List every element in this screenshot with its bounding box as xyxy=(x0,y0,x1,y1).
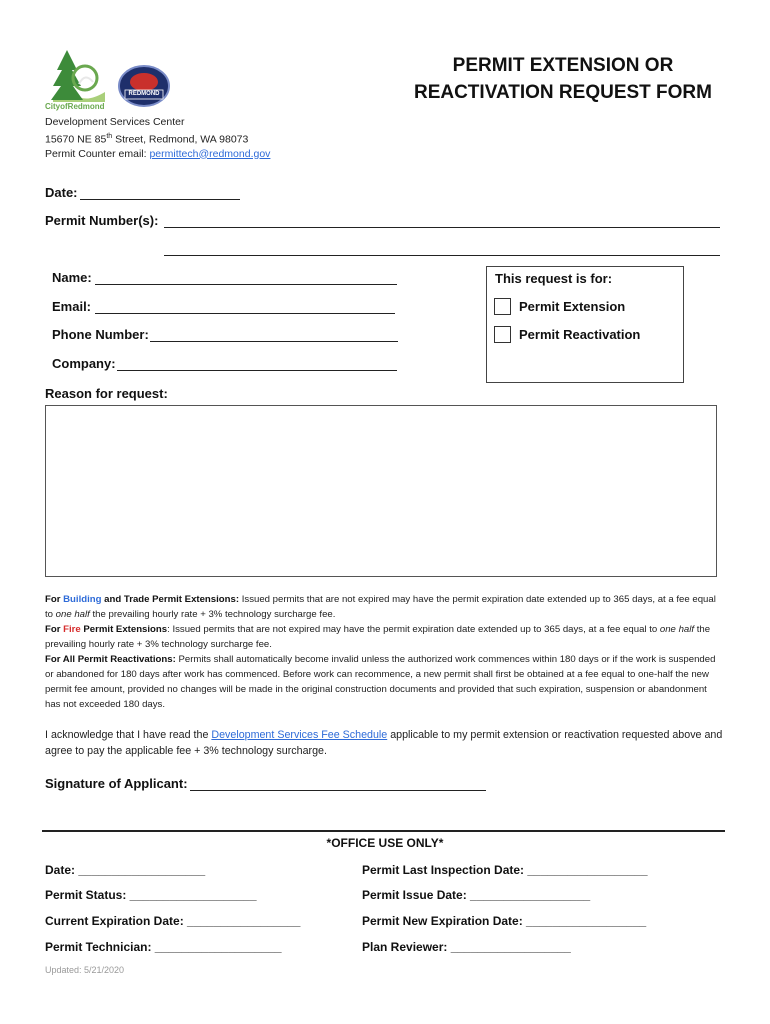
email-field[interactable] xyxy=(95,313,395,314)
request-type-panel xyxy=(486,266,684,383)
office-issue-date: Permit Issue Date: __________________ xyxy=(362,888,591,902)
office-new-expiration: Permit New Expiration Date: __________________ xyxy=(362,914,647,928)
office-permit-status: Permit Status: ___________________ xyxy=(45,888,257,902)
office-use-title: *OFFICE USE ONLY* xyxy=(326,836,444,850)
address-line-1: Development Services Center xyxy=(45,116,185,128)
acknowledgement: I acknowledge that I have read the Development Services Fee Schedule applicable to my permit extension or reactivation requested above and agree to pay the applicable fee + 3% technology surcharge. xyxy=(45,729,723,757)
office-last-inspection: Permit Last Inspection Date: __________________ xyxy=(362,863,648,877)
permit-reactivation-checkbox[interactable] xyxy=(494,326,511,343)
form-title xyxy=(414,52,712,106)
company-field[interactable] xyxy=(117,370,397,371)
logo-city-text: CityofRedmond xyxy=(45,102,105,111)
city-of-redmond-logo xyxy=(45,44,115,114)
permit-counter-email: Permit Counter email: permittech@redmond.gov xyxy=(45,147,271,160)
signature-field[interactable] xyxy=(190,790,486,791)
fire-note: For Fire Permit Extensions: Issued permits that are not expired may have the permit expiration date extended up to 365 days, at a fee equal to one half the prevailing hourly rate + 3% technology surcharge fee. xyxy=(45,624,711,650)
permit-extension-checkbox[interactable] xyxy=(494,298,511,315)
updated-date: Updated: 5/21/2020 xyxy=(45,965,125,975)
signature-label: Signature of Applicant: xyxy=(45,776,188,791)
title-line-1: PERMIT EXTENSION OR xyxy=(452,55,674,76)
address-line-2: 15670 NE 85th Street, Redmond, WA 98073 xyxy=(45,132,249,145)
permit-numbers-label: Permit Number(s): xyxy=(45,213,159,228)
phone-field[interactable] xyxy=(150,341,398,342)
permit-extension-label: Permit Extension xyxy=(519,299,626,314)
reason-label: Reason for request: xyxy=(45,386,168,401)
permit-numbers-field-2[interactable] xyxy=(164,255,720,256)
name-label: Name: xyxy=(52,270,92,285)
name-field[interactable] xyxy=(95,284,397,285)
reactivation-note: For All Permit Reactivations: Permits shall automatically become invalid unless the authorized work commences within 180 days or if the work is suspended or abandoned for 180 days after work has commenced. Before work can recommence, a new permit shall first be obtained at a fee equal to one-half the new permit fee amount, provided no changes will be made in the original construction documents and provided that such expiration, suspension or abandonment has not exceeded 180 days. xyxy=(45,654,716,710)
permit-numbers-field-1[interactable] xyxy=(164,227,720,228)
fire-department-badge-logo xyxy=(117,64,171,108)
title-line-2: REACTIVATION REQUEST FORM xyxy=(413,82,712,103)
office-current-expiration: Current Expiration Date: _________________ xyxy=(45,914,301,928)
date-field[interactable] xyxy=(80,199,240,200)
permit-email-link[interactable]: permittech@redmond.gov xyxy=(149,147,271,160)
date-label: Date: xyxy=(45,185,78,200)
email-label: Email: xyxy=(52,299,92,314)
office-date: Date: ___________________ xyxy=(45,863,206,877)
fee-schedule-link[interactable]: Development Services Fee Schedule xyxy=(211,729,388,741)
fee-notes xyxy=(45,592,723,712)
building-note: For Building and Trade Permit Extensions: Issued permits that are not expired may have the permit expiration date extended up to 365 days, at a fee equal to one half the prevailing hourly rate + 3% technology surcharge fee. xyxy=(45,594,716,620)
office-permit-technician: Permit Technician: ___________________ xyxy=(45,940,282,954)
office-plan-reviewer: Plan Reviewer: __________________ xyxy=(362,940,571,954)
permit-reactivation-label: Permit Reactivation xyxy=(519,327,641,342)
address-block xyxy=(45,115,270,161)
company-label: Company: xyxy=(52,356,116,371)
office-divider xyxy=(42,830,725,832)
reason-textarea[interactable] xyxy=(45,405,717,577)
badge-text: REDMOND xyxy=(128,91,160,97)
phone-label: Phone Number: xyxy=(52,327,149,342)
request-for-label: This request is for: xyxy=(495,271,613,286)
